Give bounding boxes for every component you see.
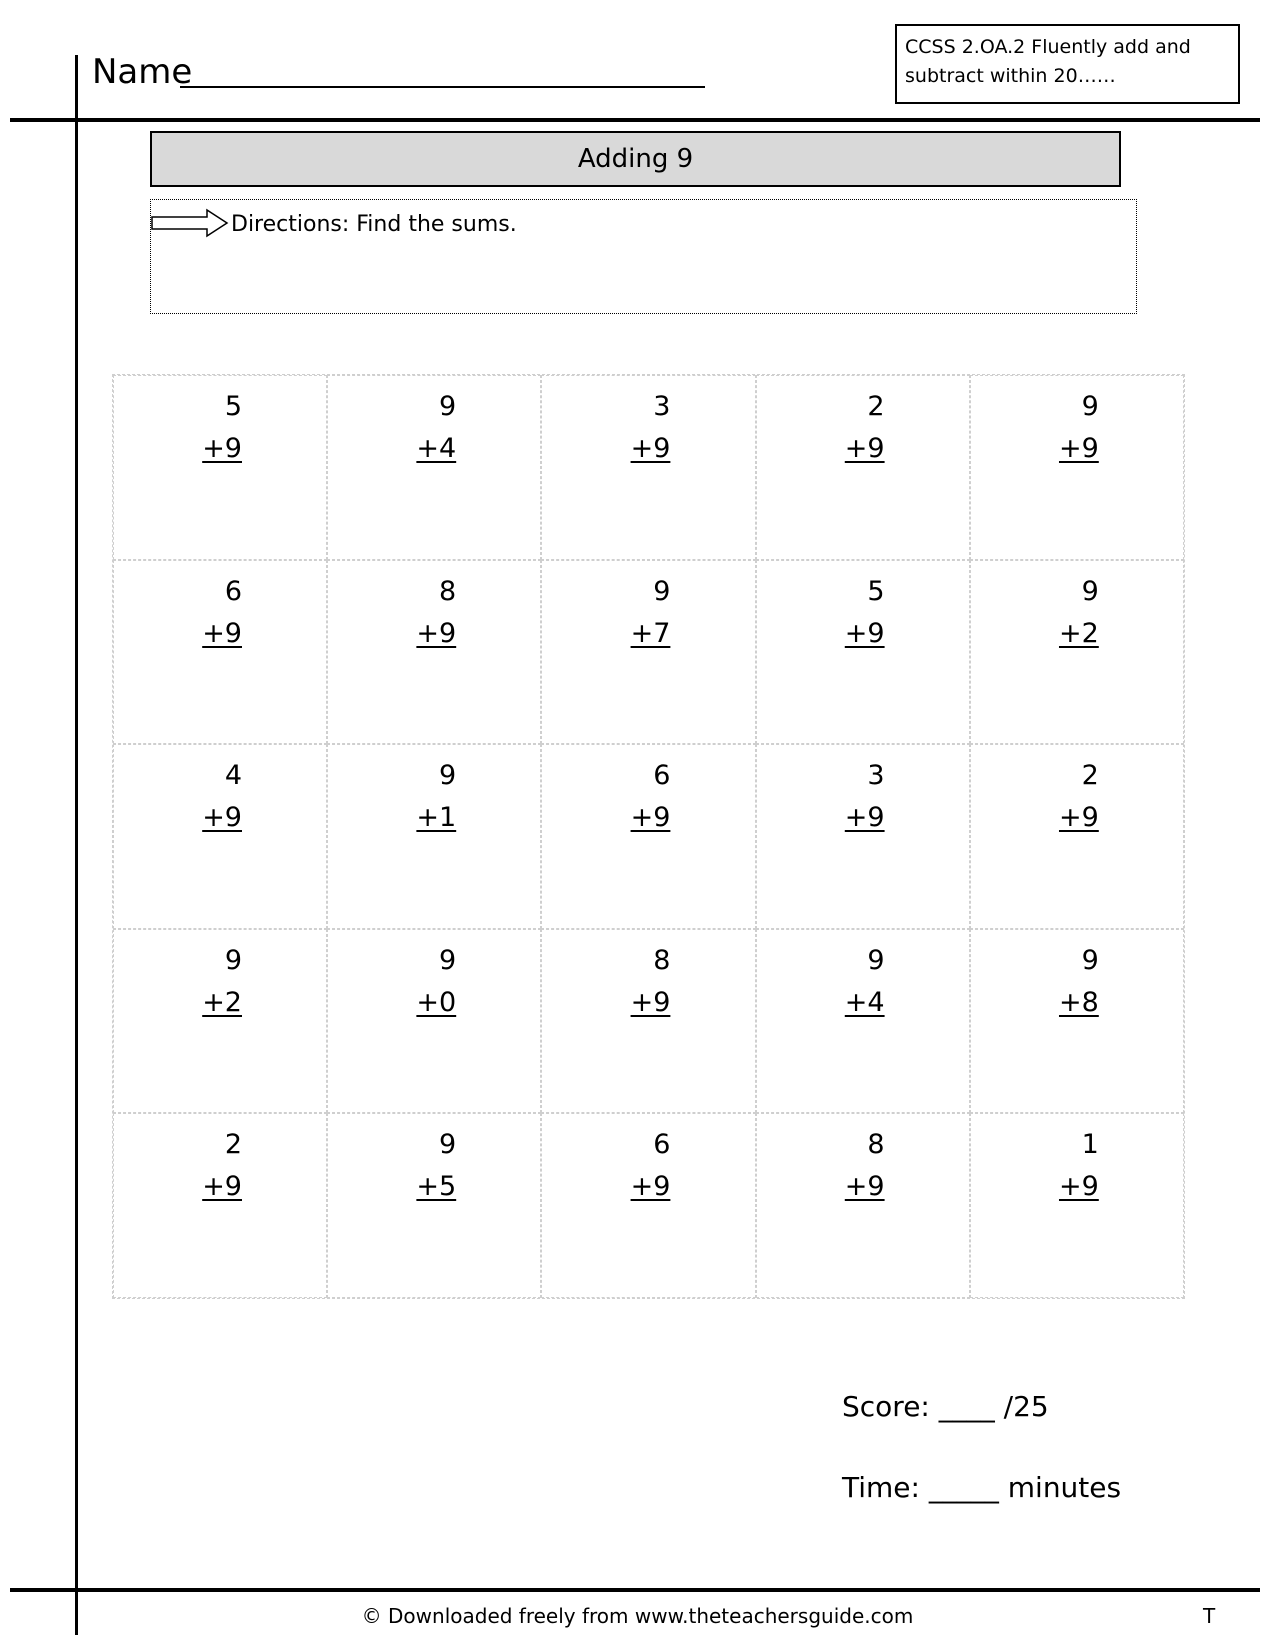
problem-addend: 9 xyxy=(653,575,671,607)
problem-add-line: +9 xyxy=(844,617,885,649)
problem-cell[interactable] xyxy=(113,744,327,929)
problem-addend: 9 xyxy=(1081,391,1099,422)
addition-problem xyxy=(845,386,885,470)
problem-cell[interactable] xyxy=(970,1113,1184,1298)
problem-addend: 8 xyxy=(867,1129,885,1161)
problem-add-line: +1 xyxy=(416,802,457,834)
problem-addend: 4 xyxy=(224,760,242,792)
addition-problem xyxy=(845,940,885,1024)
name-blank-line[interactable] xyxy=(180,86,705,88)
problem-addend: 9 xyxy=(439,391,457,422)
addition-problem xyxy=(1059,1124,1099,1208)
problem-addend: 2 xyxy=(867,391,885,422)
problem-addend: 6 xyxy=(224,575,242,607)
problem-addend: 1 xyxy=(1081,1129,1099,1161)
problem-addend: 2 xyxy=(224,1129,242,1161)
problem-cell[interactable] xyxy=(541,560,755,745)
directions-text: Directions: Find the sums. xyxy=(231,212,517,237)
header-divider-line xyxy=(10,118,1260,122)
problem-cell[interactable] xyxy=(541,1113,755,1298)
standard-box xyxy=(895,24,1240,104)
problem-add-line: +5 xyxy=(416,1171,457,1203)
problem-add-line: +9 xyxy=(1058,1171,1099,1203)
problem-cell[interactable] xyxy=(113,560,327,745)
addition-problem xyxy=(1059,940,1099,1024)
problem-addend: 5 xyxy=(224,391,242,422)
problem-cell[interactable] xyxy=(541,375,755,560)
addition-problem xyxy=(1059,755,1099,839)
addition-problem xyxy=(630,386,670,470)
addition-problem xyxy=(845,1124,885,1208)
problem-addend: 8 xyxy=(439,575,457,607)
problem-addend: 3 xyxy=(867,760,885,792)
addition-problem xyxy=(416,1124,456,1208)
problem-cell[interactable] xyxy=(756,929,970,1114)
problem-addend: 6 xyxy=(653,760,671,792)
problem-add-line: +2 xyxy=(202,986,242,1018)
directions-box xyxy=(150,199,1137,314)
problem-add-line: +9 xyxy=(630,1171,671,1203)
addition-problem xyxy=(202,386,242,470)
problem-addend: 8 xyxy=(653,944,671,976)
problem-cell[interactable] xyxy=(970,929,1184,1114)
problem-add-line: +8 xyxy=(1058,986,1099,1018)
problem-addend: 9 xyxy=(1081,575,1099,607)
problem-add-line: +4 xyxy=(416,433,457,464)
standard-text: CCSS 2.OA.2 Fluently add and subtract within 20…… xyxy=(905,36,1191,87)
problem-addend: 9 xyxy=(867,944,885,976)
problem-cell[interactable] xyxy=(541,929,755,1114)
addition-problem xyxy=(202,1124,242,1208)
problem-add-line: +2 xyxy=(1058,617,1099,649)
addition-problem xyxy=(416,940,456,1024)
problem-addend: 9 xyxy=(439,944,457,976)
addition-problem xyxy=(202,755,242,839)
problem-grid xyxy=(112,374,1185,1299)
addition-problem xyxy=(1059,386,1099,470)
problem-cell[interactable] xyxy=(113,1113,327,1298)
problem-add-line: +9 xyxy=(202,433,242,464)
problem-cell[interactable] xyxy=(327,375,541,560)
problem-add-line: +9 xyxy=(630,433,671,464)
problem-add-line: +9 xyxy=(202,802,242,834)
problem-addend: 3 xyxy=(653,391,671,422)
worksheet-title: Adding 9 xyxy=(150,131,1121,187)
problem-addend: 9 xyxy=(1081,944,1099,976)
problem-addend: 5 xyxy=(867,575,885,607)
addition-problem xyxy=(630,755,670,839)
problem-cell[interactable] xyxy=(327,744,541,929)
score-line: Score: ____ /25 xyxy=(842,1390,1049,1423)
problem-addend: 9 xyxy=(439,760,457,792)
problem-addend: 6 xyxy=(653,1129,671,1161)
problem-addend: 9 xyxy=(224,944,242,976)
problem-cell[interactable] xyxy=(970,744,1184,929)
problem-add-line: +9 xyxy=(202,1171,242,1203)
problem-cell[interactable] xyxy=(327,560,541,745)
problem-cell[interactable] xyxy=(756,560,970,745)
addition-problem xyxy=(845,571,885,655)
addition-problem xyxy=(202,571,242,655)
problem-add-line: +9 xyxy=(844,802,885,834)
problem-add-line: +4 xyxy=(844,986,885,1018)
problem-add-line: +9 xyxy=(630,802,671,834)
problem-cell[interactable] xyxy=(113,929,327,1114)
problem-cell[interactable] xyxy=(970,375,1184,560)
problem-add-line: +9 xyxy=(202,617,242,649)
problem-cell[interactable] xyxy=(327,1113,541,1298)
addition-problem xyxy=(630,1124,670,1208)
addition-problem xyxy=(416,571,456,655)
name-label: Name xyxy=(92,52,193,92)
problem-cell[interactable] xyxy=(970,560,1184,745)
problem-add-line: +7 xyxy=(630,617,671,649)
problem-cell[interactable] xyxy=(756,1113,970,1298)
problem-cell[interactable] xyxy=(113,375,327,560)
page-letter: T xyxy=(1203,1604,1216,1628)
problem-add-line: +0 xyxy=(416,986,457,1018)
problem-add-line: +9 xyxy=(416,617,457,649)
problem-add-line: +9 xyxy=(844,433,885,464)
right-arrow-icon xyxy=(151,208,229,238)
addition-problem xyxy=(845,755,885,839)
problem-add-line: +9 xyxy=(630,986,671,1018)
problem-add-line: +9 xyxy=(1058,433,1099,464)
addition-problem xyxy=(202,940,242,1024)
addition-problem xyxy=(630,571,670,655)
addition-problem xyxy=(416,386,456,470)
footer-credit: © Downloaded freely from www.theteachersguide.com xyxy=(361,1604,914,1628)
problem-add-line: +9 xyxy=(1058,802,1099,834)
addition-problem xyxy=(1059,571,1099,655)
problem-addend: 9 xyxy=(439,1129,457,1161)
problem-add-line: +9 xyxy=(844,1171,885,1203)
problem-cell[interactable] xyxy=(756,744,970,929)
margin-vertical-line xyxy=(75,55,78,1635)
addition-problem xyxy=(630,940,670,1024)
problem-cell[interactable] xyxy=(541,744,755,929)
problem-addend: 2 xyxy=(1081,760,1099,792)
problem-cell[interactable] xyxy=(756,375,970,560)
addition-problem xyxy=(416,755,456,839)
time-line: Time: _____ minutes xyxy=(842,1471,1122,1504)
footer-divider-line xyxy=(10,1588,1260,1592)
problem-cell[interactable] xyxy=(327,929,541,1114)
